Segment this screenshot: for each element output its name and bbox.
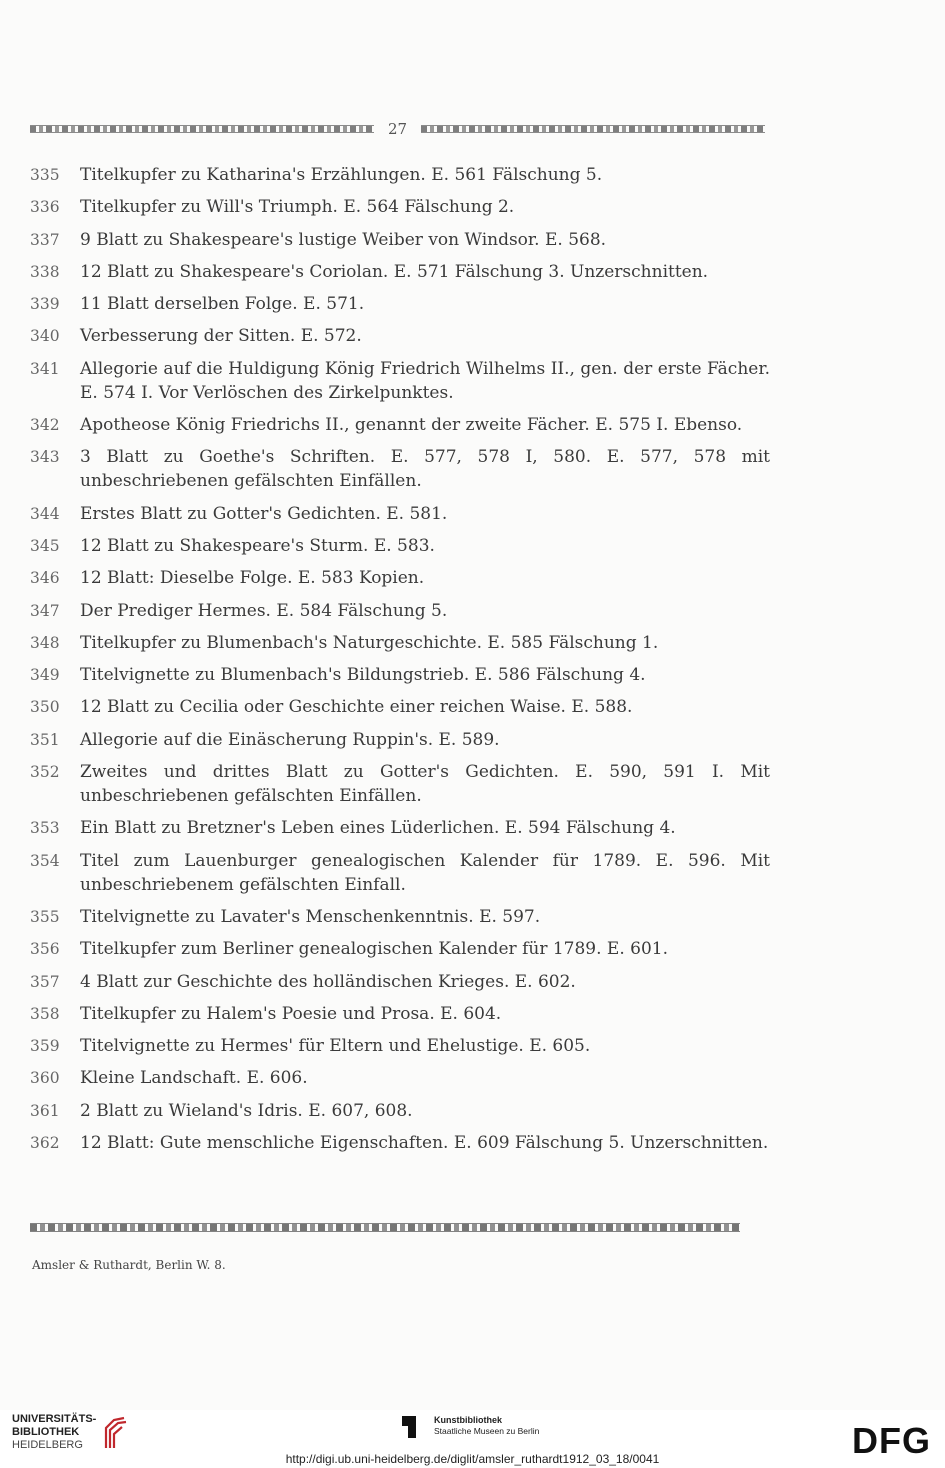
entry-text: Allegorie auf die Einäscherung Ruppin's. E. 589.	[80, 729, 500, 750]
entry-text: 3 Blatt zu Goethe's Schriften. E. 577, 578 I, 580. E. 577, 578 mit unbeschriebenen gefälschten Einfällen.	[80, 447, 770, 492]
catalog-entry	[30, 357, 770, 405]
entry-number: 347	[30, 601, 60, 620]
entry-number: 349	[30, 666, 60, 685]
entry-text: Ein Blatt zu Bretzner's Leben eines Lüderlichen. E. 594 Fälschung 4.	[80, 818, 676, 839]
catalog-entry	[30, 534, 770, 558]
entry-number: 357	[30, 972, 60, 991]
catalog-entry	[30, 324, 770, 348]
kb-line2: Staatliche Museen zu Berlin	[434, 1426, 540, 1436]
university-line1: UNIVERSITÄTS-	[12, 1413, 97, 1425]
catalog-entry	[30, 502, 770, 526]
catalog-entry	[30, 599, 770, 623]
entry-number: 340	[30, 327, 60, 346]
page-header	[30, 118, 765, 140]
entry-text: Zweites und drittes Blatt zu Gotter's Gedichten. E. 590, 591 I. Mit unbeschriebenen gefälschten Einfällen.	[80, 762, 770, 807]
entry-text: Kleine Landschaft. E. 606.	[80, 1068, 308, 1089]
footer-ornament	[30, 1223, 740, 1232]
entry-text: Titelvignette zu Blumenbach's Bildungstrieb. E. 586 Fälschung 4.	[80, 665, 646, 686]
entry-number: 360	[30, 1069, 60, 1088]
header-ornament-right	[421, 125, 765, 133]
catalog-entry	[30, 849, 770, 897]
entry-number: 343	[30, 448, 60, 467]
catalog-entry	[30, 631, 770, 655]
entry-number: 350	[30, 698, 60, 717]
entry-number: 352	[30, 763, 60, 782]
entry-number: 342	[30, 416, 60, 435]
catalog-entry	[30, 445, 770, 493]
catalog-entry	[30, 1099, 770, 1123]
entry-text: 12 Blatt: Dieselbe Folge. E. 583 Kopien.	[80, 568, 425, 589]
catalog-entry	[30, 1131, 770, 1155]
page-number: 27	[387, 120, 408, 138]
catalog-entry	[30, 566, 770, 590]
entry-number: 351	[30, 730, 60, 749]
dfg-logo[interactable]: DFG	[852, 1420, 931, 1461]
entry-text: Erstes Blatt zu Gotter's Gedichten. E. 581.	[80, 503, 448, 524]
catalog-entries	[30, 163, 770, 1163]
university-library-logo[interactable]	[12, 1413, 128, 1452]
catalog-entry	[30, 195, 770, 219]
entry-text: 11 Blatt derselben Folge. E. 571.	[80, 294, 365, 315]
catalog-entry	[30, 816, 770, 840]
entry-text: 12 Blatt zu Cecilia oder Geschichte einer reichen Waise. E. 588.	[80, 697, 633, 718]
university-line3: HEIDELBERG	[12, 1439, 83, 1451]
source-url[interactable]: http://digi.ub.uni-heidelberg.de/diglit/amsler_ruthardt1912_03_18/0041	[285, 1452, 660, 1466]
catalog-entry	[30, 228, 770, 252]
entry-number: 358	[30, 1004, 60, 1023]
entry-text: Titelkupfer zu Halem's Poesie und Prosa. E. 604.	[80, 1003, 502, 1024]
entry-text: Der Prediger Hermes. E. 584 Fälschung 5.	[80, 600, 448, 621]
digitization-footer	[0, 1410, 945, 1468]
entry-number: 338	[30, 262, 60, 281]
catalog-entry	[30, 728, 770, 752]
entry-text: 12 Blatt: Gute menschliche Eigenschaften. E. 609 Fälschung 5. Unzerschnitten.	[80, 1133, 769, 1154]
kb-line1: Kunstbibliothek	[434, 1415, 502, 1425]
kunstbibliothek-mark-icon	[402, 1414, 424, 1438]
catalog-entry	[30, 970, 770, 994]
entry-text: Titelkupfer zu Will's Triumph. E. 564 Fälschung 2.	[80, 197, 515, 218]
catalog-entry	[30, 260, 770, 284]
entry-number: 337	[30, 230, 60, 249]
entry-text: 12 Blatt zu Shakespeare's Coriolan. E. 571 Fälschung 3. Unzerschnitten.	[80, 261, 709, 282]
entry-number: 341	[30, 359, 60, 378]
catalog-entry	[30, 1002, 770, 1026]
entry-text: Titel zum Lauenburger genealogischen Kalender für 1789. E. 596. Mit unbeschriebenem gefälschten Einfall.	[80, 850, 770, 895]
entry-number: 345	[30, 536, 60, 555]
entry-text: Titelvignette zu Lavater's Menschenkenntnis. E. 597.	[80, 906, 541, 927]
entry-text: Titelvignette zu Hermes' für Eltern und Ehelustige. E. 605.	[80, 1036, 591, 1057]
catalog-entry	[30, 292, 770, 316]
entry-number: 355	[30, 907, 60, 926]
entry-text: Allegorie auf die Huldigung König Friedrich Wilhelms II., gen. der erste Fächer. E. 574 I. Vor Verlöschen des Zirkelpunktes.	[80, 358, 770, 403]
catalog-entry	[30, 663, 770, 687]
entry-text: 12 Blatt zu Shakespeare's Sturm. E. 583.	[80, 535, 435, 556]
entry-number: 353	[30, 819, 60, 838]
publisher-imprint: Amsler & Ruthardt, Berlin W. 8.	[32, 1258, 226, 1272]
entry-text: Apotheose König Friedrichs II., genannt der zweite Fächer. E. 575 I. Ebenso.	[80, 415, 743, 436]
entry-text: Titelkupfer zum Berliner genealogischen Kalender für 1789. E. 601.	[80, 939, 668, 960]
entry-number: 339	[30, 295, 60, 314]
entry-number: 361	[30, 1101, 60, 1120]
entry-text: 4 Blatt zur Geschichte des holländischen Krieges. E. 602.	[80, 971, 576, 992]
entry-number: 356	[30, 940, 60, 959]
catalog-entry	[30, 695, 770, 719]
entry-number: 335	[30, 166, 60, 184]
catalog-entry	[30, 413, 770, 437]
entry-number: 346	[30, 569, 60, 588]
entry-text: 2 Blatt zu Wieland's Idris. E. 607, 608.	[80, 1100, 413, 1121]
entry-text: Verbesserung der Sitten. E. 572.	[80, 326, 362, 347]
kunstbibliothek-logo[interactable]	[402, 1414, 539, 1438]
catalog-entry	[30, 905, 770, 929]
catalog-entry	[30, 1034, 770, 1058]
entry-text: Titelkupfer zu Katharina's Erzählungen. E. 561 Fälschung 5.	[80, 165, 603, 185]
catalog-entry	[30, 760, 770, 808]
catalog-entry	[30, 1066, 770, 1090]
entry-number: 359	[30, 1037, 60, 1056]
entry-number: 354	[30, 851, 60, 870]
catalog-entry	[30, 163, 770, 187]
entry-text: Titelkupfer zu Blumenbach's Naturgeschichte. E. 585 Fälschung 1.	[80, 632, 659, 653]
entry-number: 362	[30, 1134, 60, 1153]
entry-text: 9 Blatt zu Shakespeare's lustige Weiber von Windsor. E. 568.	[80, 229, 607, 250]
entry-number: 336	[30, 198, 60, 217]
heidelberg-emblem-icon	[102, 1416, 128, 1450]
catalog-entry	[30, 937, 770, 961]
entry-number: 348	[30, 633, 60, 652]
header-ornament-left	[30, 125, 374, 133]
entry-number: 344	[30, 504, 60, 523]
university-line2: BIBLIOTHEK	[12, 1426, 80, 1438]
